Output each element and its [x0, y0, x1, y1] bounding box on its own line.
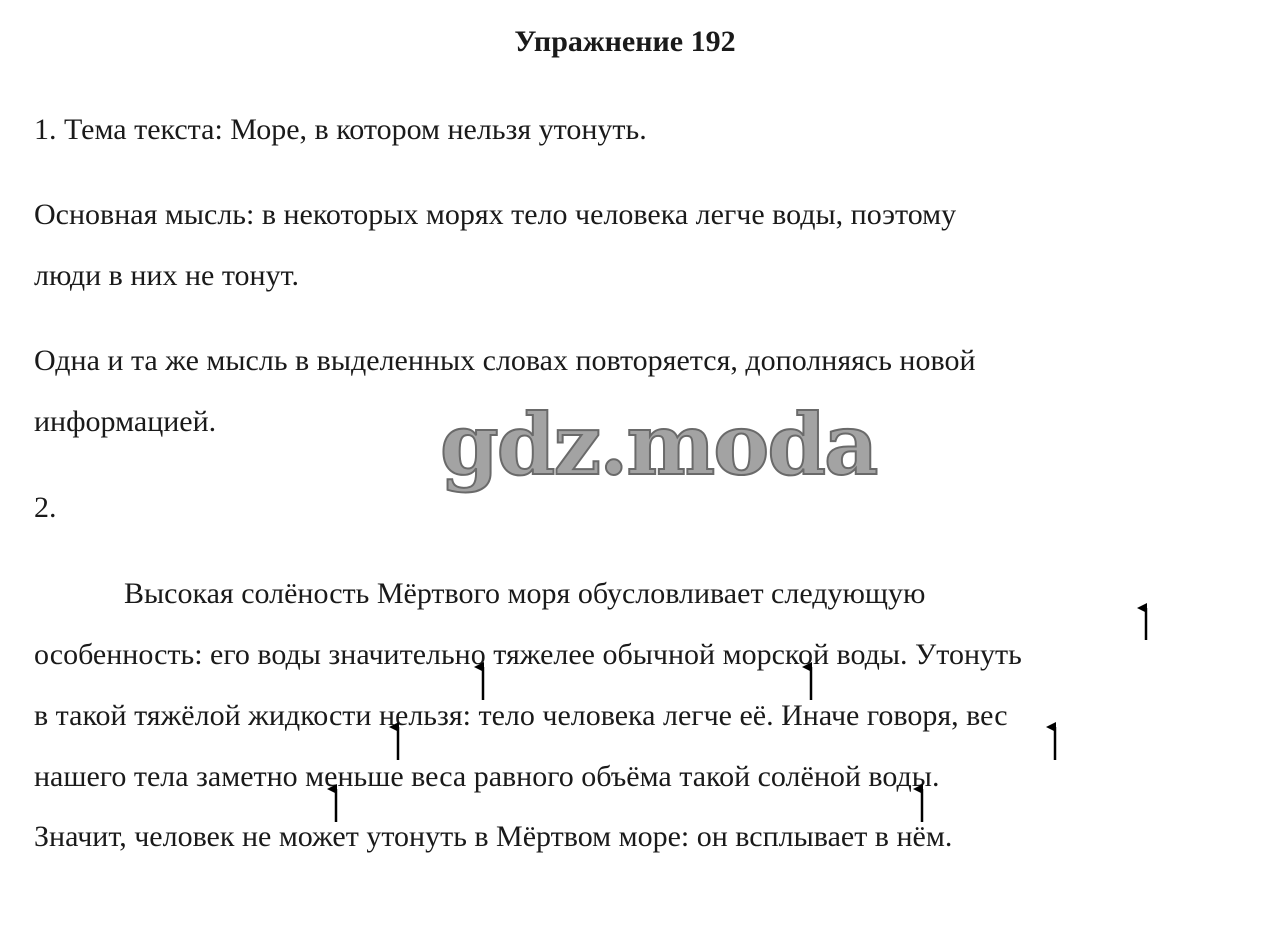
watermark-logo: gdz.moda: [440, 395, 877, 494]
text-line-5: Значит, человек не может утонуть в Мёртвом море: он всплывает в нём.: [34, 820, 953, 853]
text-line-3: в такой тяжёлой жидкости нельзя: тело человека легче её. Иначе говоря, вес: [34, 699, 1008, 732]
topic-line: 1. Тема текста: Море, в котором нельзя утонуть.: [34, 113, 647, 146]
text-line-2: особенность: его воды значительно тяжелее обычной морской воды. Утонуть: [34, 638, 1022, 671]
section-number-2: 2.: [34, 491, 57, 524]
repetition-line-1: Одна и та же мысль в выделенных словах повторяется, дополняясь новой: [34, 344, 976, 377]
text-line-1: Высокая солёность Мёртвого моря обусловливает следующую: [124, 577, 926, 610]
main-idea-line-2: люди в них не тонут.: [34, 259, 299, 292]
main-idea-line-1: Основная мысль: в некоторых морях тело человека легче воды, поэтому: [34, 198, 957, 231]
repetition-line-2: информацией.: [34, 405, 217, 438]
text-line-4: нашего тела заметно меньше веса равного объёма такой солёной воды.: [34, 760, 940, 793]
exercise-title: Упражнение 192: [514, 25, 736, 58]
